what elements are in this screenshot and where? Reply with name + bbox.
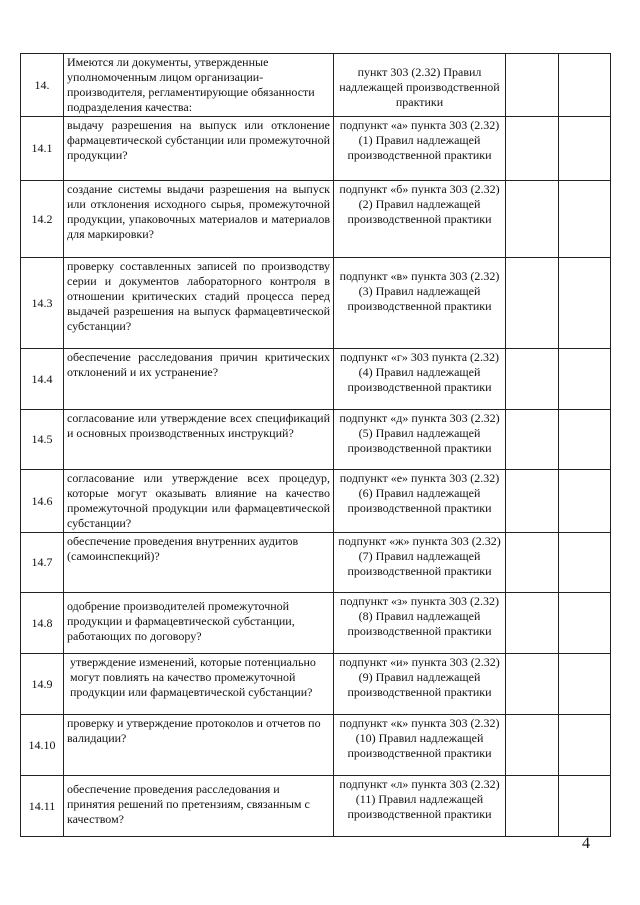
row-number: 14.11 [21,776,64,837]
answer-cell[interactable] [506,533,559,593]
reference-text: подпункт «з» пункта 303 (2.32) (8) Правил надлежащей производственной практики [334,593,506,654]
note-cell[interactable] [559,54,611,117]
reference-text: подпункт «д» пункта 303 (2.32) (5) Правил надлежащей производственной практики [334,410,506,470]
table-row [21,715,611,776]
question-text: согласование или утверждение всех процедур, которые могут оказывать влияние на качество промежуточной продукции или фармацевтической субстанции? [64,470,334,533]
table-row [21,181,611,258]
row-number: 14.6 [21,470,64,533]
answer-cell[interactable] [506,654,559,715]
note-cell[interactable] [559,776,611,837]
question-text: обеспечение расследования причин критических отклонений и их устранение? [64,349,334,410]
page-number: 4 [582,835,590,852]
answer-cell[interactable] [506,593,559,654]
note-cell[interactable] [559,349,611,410]
question-text: проверку составленных записей по производству серии и документов лабораторного контроля в отношении критических стадий процесса перед выдачей разрешения на выпуск фармацевтической субстанции? [64,258,334,349]
question-text: выдачу разрешения на выпуск или отклонение фармацевтической субстанции или промежуточной продукции? [64,117,334,181]
reference-text: подпункт «л» пункта 303 (2.32) (11) Правил надлежащей производственной практики [334,776,506,837]
reference-text: подпункт «е» пункта 303 (2.32) (6) Правил надлежащей производственной практики [334,470,506,533]
answer-cell[interactable] [506,470,559,533]
answer-cell[interactable] [506,410,559,470]
answer-cell[interactable] [506,54,559,117]
reference-text: подпункт «и» пункта 303 (2.32) (9) Правил надлежащей производственной практики [334,654,506,715]
row-number: 14.4 [21,349,64,410]
reference-text: подпункт «к» пункта 303 (2.32) (10) Правил надлежащей производственной практики [334,715,506,776]
reference-text: подпункт «а» пункта 303 (2.32) (1) Правил надлежащей производственной практики [334,117,506,181]
table-row [21,776,611,837]
note-cell[interactable] [559,258,611,349]
answer-cell[interactable] [506,715,559,776]
row-number: 14.5 [21,410,64,470]
table-row [21,258,611,349]
answer-cell[interactable] [506,349,559,410]
row-number: 14.7 [21,533,64,593]
note-cell[interactable] [559,654,611,715]
table-row [21,654,611,715]
answer-cell[interactable] [506,258,559,349]
table-row [21,117,611,181]
table-row [21,593,611,654]
question-text: согласование или утверждение всех спецификаций и основных производственных инструкций? [64,410,334,470]
question-text: создание системы выдачи разрешения на выпуск или отклонения исходного сырья, промежуточной продукции, упаковочных материалов и материалов для маркировки? [64,181,334,258]
answer-cell[interactable] [506,181,559,258]
reference-text: подпункт «г» 303 пункта (2.32) (4) Правил надлежащей производственной практики [334,349,506,410]
table-row [21,533,611,593]
row-number: 14.9 [21,654,64,715]
reference-text: подпункт «в» пункта 303 (2.32) (3) Правил надлежащей производственной практики [334,258,506,349]
note-cell[interactable] [559,533,611,593]
question-text: Имеются ли документы, утвержденные уполномоченным лицом организации-производителя, регламентирующие обязанности подразделения качества: [64,54,334,117]
question-text: проверку и утверждение протоколов и отчетов по валидации? [64,715,334,776]
row-number: 14.8 [21,593,64,654]
table-row [21,470,611,533]
table-row [21,349,611,410]
question-text: обеспечение проведения расследования и принятия решений по претензиям, связанным с качеством? [64,776,334,837]
reference-text: пункт 303 (2.32) Правил надлежащей производственной практики [334,54,506,117]
question-text: утверждение изменений, которые потенциально могут повлиять на качество промежуточной продукции или фармацевтической субстанции? [64,654,334,715]
question-text: обеспечение проведения внутренних аудитов (самоинспекций)? [64,533,334,593]
note-cell[interactable] [559,117,611,181]
row-number: 14.1 [21,117,64,181]
question-text: одобрение производителей промежуточной продукции и фармацевтической субстанции, работающих по договору? [64,593,334,654]
note-cell[interactable] [559,410,611,470]
answer-cell[interactable] [506,117,559,181]
note-cell[interactable] [559,593,611,654]
note-cell[interactable] [559,715,611,776]
row-number: 14.3 [21,258,64,349]
note-cell[interactable] [559,181,611,258]
row-number: 14.10 [21,715,64,776]
reference-text: подпункт «б» пункта 303 (2.32) (2) Правил надлежащей производственной практики [334,181,506,258]
row-number: 14.2 [21,181,64,258]
row-number: 14. [21,54,64,117]
note-cell[interactable] [559,470,611,533]
table-row [21,54,611,117]
reference-text: подпункт «ж» пункта 303 (2.32) (7) Правил надлежащей производственной практики [334,533,506,593]
answer-cell[interactable] [506,776,559,837]
table-row [21,410,611,470]
checklist-table [20,53,611,837]
